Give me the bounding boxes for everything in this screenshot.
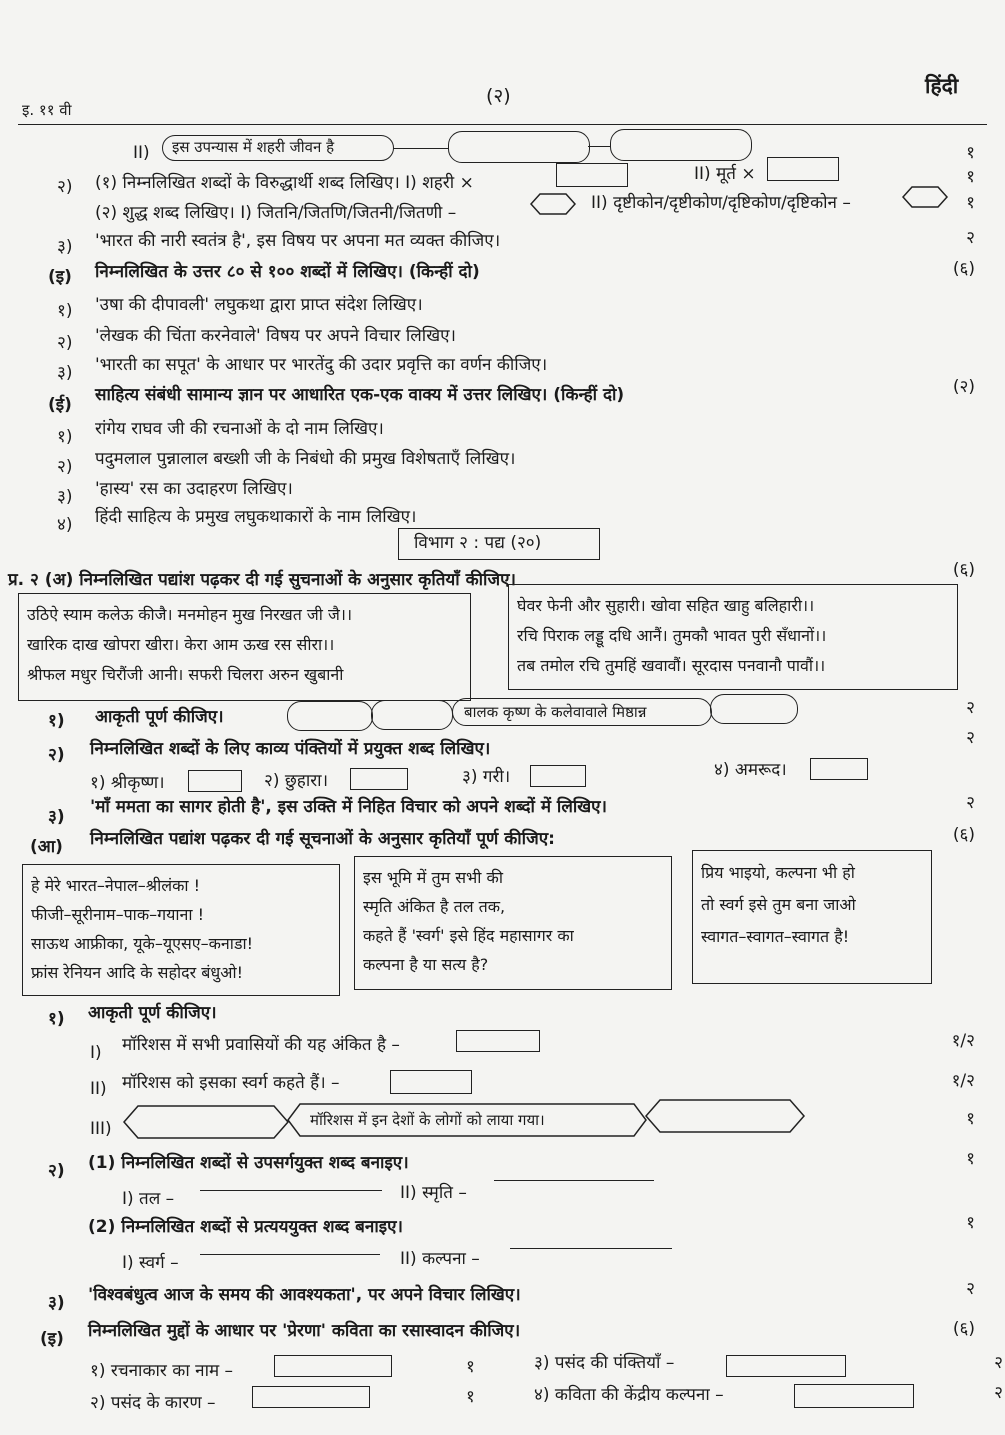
q-text: निम्नलिखित शब्दों के लिए काव्य पंक्तियों में प्रयुक्त शब्द लिखिए। [90,739,491,759]
q-num: II) [133,143,150,163]
answer-line[interactable] [510,1248,672,1249]
poem-box-5 [692,850,932,984]
q-num: २) [57,333,73,353]
section-title: विभाग २ : पद्य (२०) [414,533,542,553]
statement-text: इस उपन्यास में शहरी जीवन है [172,138,335,156]
mark: २ [966,793,975,813]
answer-box[interactable] [810,758,868,780]
center-text: बालक कृष्ण के कलेवावाले मिष्ठान्न [464,703,647,721]
sub-item: II) स्मृति – [400,1183,467,1203]
poem-line: तो स्वर्ग इसे तुम बना जाओ [701,895,856,914]
mark: १ [966,193,975,213]
q-num: I) [90,1043,102,1063]
q-num: (इ) [48,267,72,287]
q-num: ३) [48,1293,65,1313]
answer-box[interactable] [390,1070,472,1094]
q-text: रांगेय राघव जी की रचनाओं के दो नाम लिखिए। [95,419,384,439]
poem-line: घेवर फेनी और सुहारी। खोवा सहित खाहु बलिहारी।। [517,596,815,615]
answer-line[interactable] [494,1180,654,1181]
mark: १ [966,1109,975,1129]
mark: १/२ [951,1031,975,1051]
answer-box[interactable] [188,770,242,792]
connector [393,148,448,149]
q-text: मॉरिशस को इसका स्वर्ग कहते हैं। – [122,1073,340,1093]
poem-line: फ्रांस रेनियन आदि के सहोदर बंधुओ! [31,963,243,982]
q-text: 'विश्वबंधुत्व आज के समय की आवश्यकता', पर अपने विचार लिखिए। [88,1285,521,1305]
answer-box[interactable] [252,1386,370,1408]
poem-line: हे मेरे भारत–नेपाल–श्रीलंका ! [31,876,201,895]
q-text: 'भारत की नारी स्वतंत्र है', इस विषय पर अपना मत व्यक्त कीजिए। [95,231,501,251]
q-text: 'लेखक की चिंता करनेवाले' विषय पर अपने विचार लिखिए। [95,326,456,346]
poem-line: इस भूमि में तुम सभी की [363,868,503,887]
mark: १ [966,143,975,163]
mark: १ [966,167,975,187]
q-num: १) [57,427,73,447]
answer-box[interactable] [350,768,408,790]
poem-box-4 [354,856,672,990]
option: ३) गरी। [462,767,511,787]
q-num: २) [57,457,73,477]
center-text: मॉरिशस में इन देशों के लोगों को लाया गया। [310,1111,545,1129]
q-text: (२) शुद्ध शब्द लिखिए। I) जितनि/जितणि/जितनी/जितणी – [95,203,457,223]
q-text: (1) निम्नलिखित शब्दों से उपसर्गयुक्त शब्द बनाइए। [88,1153,409,1173]
answer-box[interactable] [556,163,628,187]
sub-item: २) पसंद के कारण – [90,1393,216,1413]
answer-pill-1[interactable] [448,131,590,163]
page-number: (२) [486,85,511,107]
q-num: ३) [57,487,73,507]
mark: (६) [952,1319,975,1339]
q-text: पदुमलाल पुन्नालाल बख्शी जी के निबंधो की प्रमुख विशेषताएँ लिखिए। [95,449,516,469]
poem-line: कल्पना है या सत्य है? [363,955,489,974]
q-num: ३) [57,237,73,257]
q-text: 'माँ ममता का सागर होती है', इस उक्ति में निहित विचार को अपने शब्दों में लिखिए। [90,797,607,817]
header-rule [18,124,987,125]
answer-box[interactable] [456,1030,540,1052]
q-text: मॉरिशस में सभी प्रवासियों की यह अंकित है – [122,1035,400,1055]
answer-box[interactable] [767,157,839,181]
mark: १/२ [951,1071,975,1091]
mark: १ [966,1213,975,1233]
mark: २ [966,698,975,718]
poem-box-3 [22,864,340,996]
poem-line: खारिक दाख खोपरा खीरा। केरा आम ऊख रस सीरा।। [27,635,335,654]
poem-line: रचि पिराक लड्डू दधि आनैं। तुमकौ भावत पुरी सँधानों।। [517,626,827,645]
option: ४) अमरूद। [714,760,787,780]
q-num: २) [57,177,73,197]
q-text: आकृती पूर्ण कीजिए। [88,1003,217,1023]
q-text: आकृती पूर्ण कीजिए। [95,707,224,727]
q-num: ३) [48,807,65,827]
answer-line[interactable] [200,1190,382,1191]
answer-box[interactable] [274,1355,392,1377]
sub-item: १) रचनाकार का नाम – [90,1361,234,1381]
answer-pill[interactable] [710,694,798,724]
mark: २ [994,1353,1003,1373]
mark: (६) [952,259,975,279]
q-text: हिंदी साहित्य के प्रमुख लघुकथाकारों के नाम लिखिए। [95,507,417,527]
q-num: II) [90,1079,107,1099]
q-text: 'भारती का सपूत' के आधार पर भारतेंदु की उदार प्रवृत्ति का वर्णन कीजिए। [95,355,548,375]
mark: (६) [952,825,975,845]
class-label: इ. ११ वी [22,101,72,119]
poem-line: प्रिय भाइयो, कल्पना भी हो [701,863,855,882]
q-heading: निम्नलिखित के उत्तर ८० से १०० शब्दों में लिखिए। (किन्हीं दो) [95,262,480,282]
poem-line: साऊथ आफ्रीका, यूके–यूएसए–कनाडा! [31,934,254,953]
answer-hex[interactable] [122,1104,292,1140]
poem-line: फीजी–सूरीनाम–पाक–गयाना ! [31,905,205,924]
q-num: ३) [57,363,73,383]
answer-pill[interactable] [287,701,373,731]
q-num: (इ) [40,1329,64,1349]
q-text: 'उषा की दीपावली' लघुकथा द्वारा प्राप्त संदेश लिखिए। [95,295,423,315]
q-text-2: II) दृष्टीकोन/दृष्टीकोण/दृष्टिकोण/दृष्टिकोन – [591,193,851,213]
option: १) श्रीकृष्ण। [90,773,165,793]
q-num: १) [48,1009,65,1029]
q-num: (आ) [30,837,63,857]
answer-line[interactable] [200,1254,380,1255]
answer-box[interactable] [794,1384,914,1408]
q-text-2: II) मूर्त × [694,164,756,184]
answer-box[interactable] [726,1355,846,1377]
q-num: III) [90,1119,112,1139]
q-num: १) [57,301,73,321]
mark: २ [994,1383,1003,1403]
poem-line: उठिऐ स्याम कलेऊ कीजै। मनमोहन मुख निरखत जी जै।। [27,605,353,624]
sub-item: II) कल्पना – [400,1249,480,1269]
poem-line: श्रीफल मधुर चिरौंजी आनी। सफरी चिलरा अरुन खुबानी [27,665,344,684]
sub-item: ३) पसंद की पंक्तियाँ – [534,1353,675,1373]
mark: २ [966,228,975,248]
q-heading: निम्नलिखित मुद्दों के आधार पर 'प्रेरणा' कविता का रसास्वादन कीजिए। [88,1321,521,1341]
q-heading: प्र. २ (अ) निम्नलिखित पद्यांश पढ़कर दी गई सुचनाओं के अनुसार कृतियाँ कीजिए। [8,570,516,590]
poem-box-2 [508,584,958,690]
poem-line: स्वागत–स्वागत–स्वागत है! [701,927,850,946]
mark: १ [966,1149,975,1169]
q-text: 'हास्य' रस का उदाहरण लिखिए। [95,479,293,499]
answer-hex[interactable] [530,193,576,215]
sub-item: ४) कविता की केंद्रीय कल्पना – [534,1385,724,1405]
q-num: ४) [57,515,73,535]
q-text: (१) निम्नलिखित शब्दों के विरुद्धार्थी शब्द लिखिए। I) शहरी × [95,173,474,193]
answer-box[interactable] [530,765,586,787]
q-num: (ई) [48,395,72,415]
answer-hex[interactable] [644,1098,806,1134]
q-num: २) [48,1161,65,1181]
subject-label: हिंदी [925,74,959,98]
poem-box-1 [18,593,471,701]
option: २) छुहारा। [264,771,329,791]
sub-mark: १ [466,1387,475,1407]
sub-item: I) स्वर्ग – [122,1253,179,1273]
connector [588,146,610,147]
poem-line: स्मृति अंकित है तल तक, [363,897,506,916]
poem-line: तब तमोल रचि तुमहिं खवावौं। सूरदास पनवानौ पावौं।। [517,656,826,675]
mark: २ [966,1279,975,1299]
mark: (६) [952,560,975,580]
sub-mark: १ [466,1357,475,1377]
answer-hex[interactable] [902,186,948,208]
q-heading: निम्नलिखित पद्यांश पढ़कर दी गई सूचनाओं के अनुसार कृतियाँ पूर्ण कीजिए: [90,829,555,849]
mark: २ [966,728,975,748]
q-num: १) [48,711,65,731]
answer-pill[interactable] [371,700,453,730]
poem-line: कहते हैं 'स्वर्ग' इसे हिंद महासागर का [363,926,574,945]
answer-pill-2[interactable] [610,129,752,161]
q-heading: साहित्य संबंधी सामान्य ज्ञान पर आधारित एक-एक वाक्य में उत्तर लिखिए। (किन्हीं दो) [95,385,625,405]
mark: (२) [952,377,975,397]
sub-item: I) तल – [122,1189,175,1209]
q-text: (2) निम्नलिखित शब्दों से प्रत्यययुक्त शब्द बनाइए। [88,1217,403,1237]
q-num: २) [48,745,65,765]
